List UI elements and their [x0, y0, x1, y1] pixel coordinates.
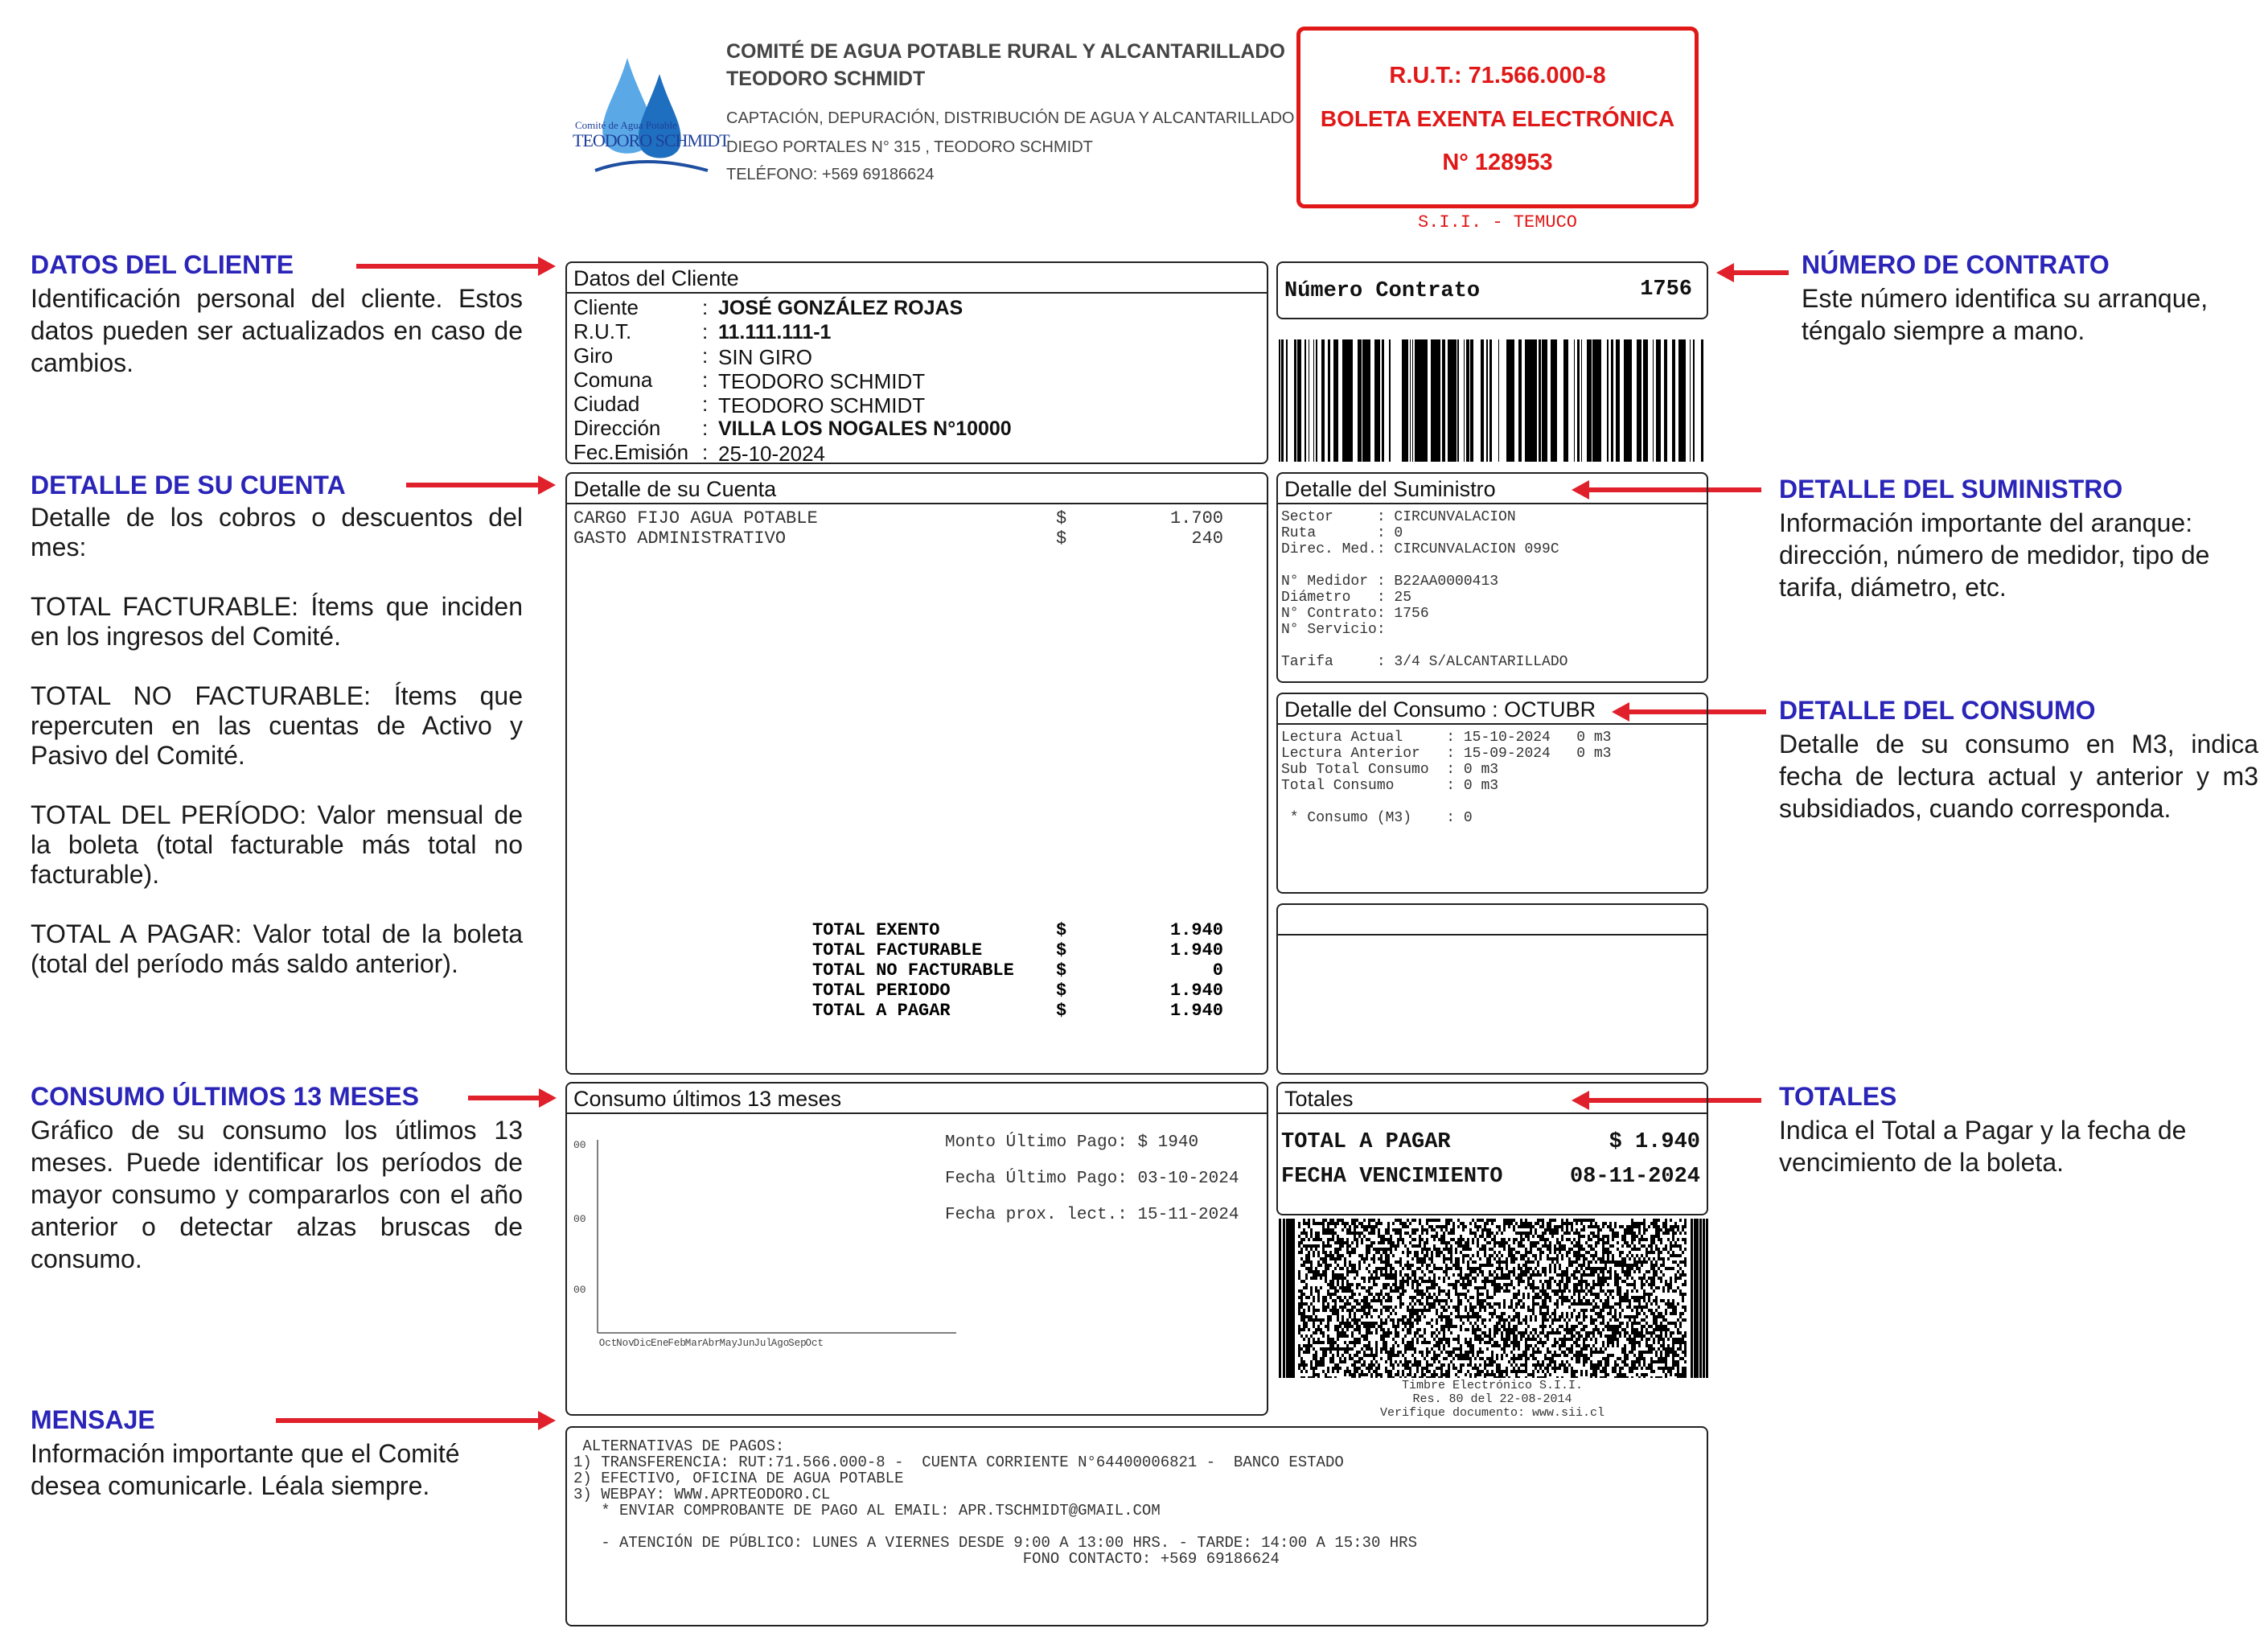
document-number: N° 128953 [1442, 150, 1553, 175]
account-total-label: TOTAL A PAGAR [812, 1001, 951, 1021]
stamp-line-2: Res. 80 del 22-08-2014 [1412, 1392, 1572, 1406]
chart-x-tick-label: Mar [684, 1338, 704, 1349]
empty-panel [1276, 903, 1708, 1075]
total-to-pay-label: TOTAL A PAGAR [1281, 1130, 1451, 1154]
chart-x-tick-label: Abr [702, 1338, 721, 1349]
chart-x-tick-label: Nov [616, 1338, 635, 1349]
water-drop-logo-icon [571, 50, 716, 179]
account-total-amount: 1.940 [1169, 940, 1223, 960]
client-field-value: 11.111.111-1 [718, 321, 832, 343]
consumption-13-months-panel [565, 1082, 1268, 1416]
account-item-currency: $ [1056, 528, 1067, 549]
supply-detail-line: Diámetro : 25 [1281, 590, 1412, 606]
consumption-detail-title: Detalle del Consumo : OCTUBR [1278, 694, 1707, 725]
chart-x-tick-label: Ago [770, 1338, 790, 1349]
account-item-currency: $ [1056, 508, 1067, 528]
client-field-colon: : [702, 440, 709, 464]
client-field-label: Comuna [573, 368, 653, 392]
org-name-1: COMITÉ DE AGUA POTABLE RURAL Y ALCANTARILLADO [726, 40, 1285, 63]
account-total-amount: 1.940 [1169, 1001, 1223, 1021]
client-field-label: Fec.Emisión [573, 440, 689, 464]
arrow-consumo13 [468, 1096, 542, 1100]
account-item-label: CARGO FIJO AGUA POTABLE [573, 508, 818, 528]
totals-panel [1276, 1082, 1708, 1215]
contract-number-panel [1276, 261, 1708, 319]
account-total-currency: $ [1056, 981, 1067, 1001]
org-name-2: TEODORO SCHMIDT [726, 68, 926, 90]
contract-number-label: Número Contrato [1284, 279, 1481, 303]
account-total-currency: $ [1056, 940, 1067, 960]
totals-title: Totales [1278, 1084, 1707, 1114]
account-total-label: TOTAL NO FACTURABLE [812, 960, 1014, 981]
arrow-numero-contrato [1731, 270, 1789, 275]
chart-x-tick-label: Oct [805, 1338, 824, 1349]
arrow-mensaje [276, 1418, 541, 1423]
account-item-amount: 240 [1191, 528, 1223, 549]
message-panel [565, 1426, 1708, 1626]
consumption-detail-panel [1276, 693, 1708, 894]
arrow-datos-cliente [356, 264, 541, 269]
total-to-pay-value: $ 1.940 [1609, 1130, 1700, 1154]
message-line: 3) WEBPAY: WWW.APRTEODORO.CL [573, 1486, 831, 1503]
document-rut: R.U.T.: 71.566.000-8 [1389, 63, 1606, 88]
chart-x-tick-label: May [719, 1338, 738, 1349]
annotation-title-detalle-cuenta: DETALLE DE SU CUENTA [31, 471, 346, 500]
consumption-detail-line: Lectura Anterior : 15-09-2024 0 m3 [1281, 746, 1612, 762]
consumption-detail-line: Total Consumo : 0 m3 [1281, 778, 1499, 794]
chart-x-tick-label: Dic [633, 1338, 652, 1349]
logo [571, 50, 729, 179]
message-line: 2) EFECTIVO, OFICINA DE AGUA POTABLE [573, 1470, 904, 1487]
account-item-label: GASTO ADMINISTRATIVO [573, 528, 787, 549]
chart-x-tick-label: Oct [598, 1338, 618, 1349]
client-field-value: 25-10-2024 [718, 442, 825, 466]
consumption-chart [570, 1132, 972, 1373]
last-payment-line: Fecha Último Pago: 03-10-2024 [945, 1170, 1239, 1188]
supply-detail-title: Detalle del Suministro [1278, 474, 1707, 504]
contract-number-value: 1756 [1640, 278, 1692, 302]
sii-office: S.I.I. - TEMUCO [1417, 212, 1578, 232]
supply-detail-line: Sector : CIRCUNVALACION [1281, 509, 1516, 525]
annotation-desc-detalle-consumo: Detalle de su consumo en M3, indica fecha de lectura actual y anterior y m3 subsidiados, cuando corresponda. [1779, 730, 2258, 823]
chart-x-tick-label: Ene [650, 1338, 669, 1349]
client-field-label: Cliente [573, 295, 639, 319]
barcode-icon [1279, 339, 1709, 462]
due-date-label: FECHA VENCIMIENTO [1281, 1165, 1503, 1189]
annotation-title-numero-contrato: NÚMERO DE CONTRATO [1802, 250, 2110, 279]
client-field-label: R.U.T. [573, 319, 632, 343]
client-field-value: TEODORO SCHMIDT [718, 393, 926, 417]
annotation-desc-datos-cliente: Identificación personal del cliente. Estos datos pueden ser actualizados en caso de cambios. [31, 284, 523, 377]
client-field-label: Ciudad [573, 392, 640, 416]
annotation-desc-totales: Indica el Total a Pagar y la fecha de vencimiento de la boleta. [1779, 1116, 2187, 1177]
chart-x-tick-label: Jun [736, 1338, 755, 1349]
org-line-1: CAPTACIÓN, DEPURACIÓN, DISTRIBUCIÓN DE AGUA Y ALCANTARILLADO [726, 109, 1295, 127]
client-field-label: Giro [573, 343, 614, 368]
message-line: - ATENCIÓN DE PÚBLICO: LUNES A VIERNES DESDE 9:00 A 13:00 HRS. - TARDE: 14:00 A 15:30 HRS [573, 1534, 1417, 1552]
client-data-panel [565, 261, 1268, 464]
annotation-desc-detalle-suministro: Información importante del aranque: dirección, número de medidor, tipo de tarifa, diámetro, etc. [1779, 508, 2210, 602]
annotation-title-totales: TOTALES [1779, 1082, 1897, 1111]
consumption-detail-line: Sub Total Consumo : 0 m3 [1281, 762, 1499, 778]
annotation-desc-consumo13: Gráfico de su consumo los útlimos 13 meses. Puede identificar los períodos de mayor consumo y compararlos con el año anterior o detectar alzas bruscas de consumo. [31, 1116, 523, 1273]
due-date-value: 08-11-2024 [1569, 1165, 1700, 1189]
consumption-detail-line: * Consumo (M3) : 0 [1281, 810, 1473, 826]
account-total-label: TOTAL FACTURABLE [812, 940, 983, 960]
org-line-3: TELÉFONO: +569 69186624 [726, 166, 935, 183]
account-total-amount: 1.940 [1169, 920, 1223, 940]
annotation-title-detalle-consumo: DETALLE DEL CONSUMO [1779, 696, 2096, 725]
client-field-colon: : [702, 295, 709, 319]
client-field-value: JOSÉ GONZÁLEZ ROJAS [718, 297, 963, 319]
logo-line1: Comité de Agua Potable [575, 119, 677, 131]
annotation-title-datos-cliente: DATOS DEL CLIENTE [31, 250, 294, 279]
chart-x-tick-label: Feb [668, 1338, 686, 1349]
account-total-amount: 1.940 [1169, 981, 1223, 1001]
supply-detail-line: Tarifa : 3/4 S/ALCANTARILLADO [1281, 654, 1568, 670]
chart-x-tick-label: Sep [788, 1338, 807, 1349]
annotation-desc-detalle-cuenta: Detalle de los cobros o descuentos del mes: TOTAL FACTURABLE: Ítems que inciden en los ingresos del Comité. TOTAL NO FACTURABLE: Ítems que repercuten en las cuentas de Activo y Pasivo del Comité. TOTAL DEL PERÍODO: Valor mensual de la boleta (total facturable más total no facturable). TOTAL A PAGAR: Valor total de la boleta (total del período más saldo anterior). [31, 503, 523, 978]
annotation-desc-mensaje: Información importante que el Comité desea comunicarle. Léala siempre. [31, 1439, 460, 1500]
account-detail-title: Detalle de su Cuenta [567, 474, 1267, 504]
stamp-line-1: Timbre Electrónico S.I.I. [1401, 1379, 1584, 1392]
client-field-value: TEODORO SCHMIDT [718, 369, 926, 393]
account-total-currency: $ [1056, 960, 1067, 981]
electronic-stamp-icon [1279, 1219, 1709, 1378]
chart-y-tick-label: 00 [573, 1284, 586, 1296]
consumption-13-months-title: Consumo últimos 13 meses [567, 1084, 1267, 1114]
client-field-colon: : [702, 343, 709, 368]
message-line: 1) TRANSFERENCIA: RUT:71.566.000-8 - CUENTA CORRIENTE N°64400006821 - BANCO ESTADO [573, 1454, 1344, 1471]
account-total-currency: $ [1056, 920, 1067, 940]
annotation-title-mensaje: MENSAJE [31, 1405, 155, 1434]
client-field-colon: : [702, 319, 709, 343]
account-item-amount: 1.700 [1169, 508, 1223, 528]
chart-y-tick-label: 00 [573, 1139, 586, 1151]
last-payment-line: Monto Último Pago: $ 1940 [945, 1133, 1199, 1152]
logo-line2: TEODORO SCHMIDT [573, 130, 729, 150]
empty-panel-divider-2 [1278, 936, 1707, 937]
supply-detail-panel [1276, 472, 1708, 683]
account-total-label: TOTAL EXENTO [812, 920, 940, 940]
client-field-label: Dirección [573, 416, 661, 440]
client-field-colon: : [702, 392, 709, 416]
chart-y-tick-label: 00 [573, 1213, 586, 1225]
stamp-line-3: Verifique documento: www.sii.cl [1379, 1406, 1605, 1420]
supply-detail-line: Direc. Med.: CIRCUNVALACION 099C [1281, 541, 1559, 557]
account-total-currency: $ [1056, 1001, 1067, 1021]
supply-detail-line: N° Contrato: 1756 [1281, 606, 1429, 622]
org-line-2: DIEGO PORTALES N° 315 , TEODORO SCHMIDT [726, 138, 1093, 156]
supply-detail-line: Ruta : 0 [1281, 525, 1403, 541]
client-data-title: Datos del Cliente [567, 263, 1267, 294]
message-line: ALTERNATIVAS DE PAGOS: [573, 1437, 785, 1455]
account-detail-panel [565, 472, 1268, 1075]
message-line: * ENVIAR COMPROBANTE DE PAGO AL EMAIL: APR.TSCHMIDT@GMAIL.COM [573, 1502, 1161, 1519]
annotation-title-detalle-suministro: DETALLE DEL SUMINISTRO [1779, 475, 2123, 504]
client-field-colon: : [702, 416, 709, 440]
annotation-title-consumo13: CONSUMO ÚLTIMOS 13 MESES [31, 1082, 420, 1111]
client-field-colon: : [702, 368, 709, 392]
account-total-label: TOTAL PERIODO [812, 981, 951, 1001]
document-id-box [1296, 27, 1699, 208]
account-total-amount: 0 [1212, 960, 1223, 981]
document-type: BOLETA EXENTA ELECTRÓNICA [1320, 106, 1675, 131]
client-field-value: VILLA LOS NOGALES N°10000 [718, 417, 1012, 440]
annotation-desc-numero-contrato: Este número identifica su arranque, téngalo siempre a mano. [1802, 284, 2208, 345]
last-payment-line: Fecha prox. lect.: 15-11-2024 [945, 1206, 1239, 1224]
client-field-value: SIN GIRO [718, 345, 813, 369]
chart-x-tick-label: Jul [754, 1338, 772, 1349]
supply-detail-line: N° Medidor : B22AA0000413 [1281, 574, 1499, 590]
consumption-detail-line: Lectura Actual : 15-10-2024 0 m3 [1281, 730, 1612, 746]
message-line: FONO CONTACTO: +569 69186624 [573, 1550, 1280, 1568]
arrow-detalle-cuenta [406, 483, 541, 487]
supply-detail-line: N° Servicio: [1281, 622, 1386, 638]
